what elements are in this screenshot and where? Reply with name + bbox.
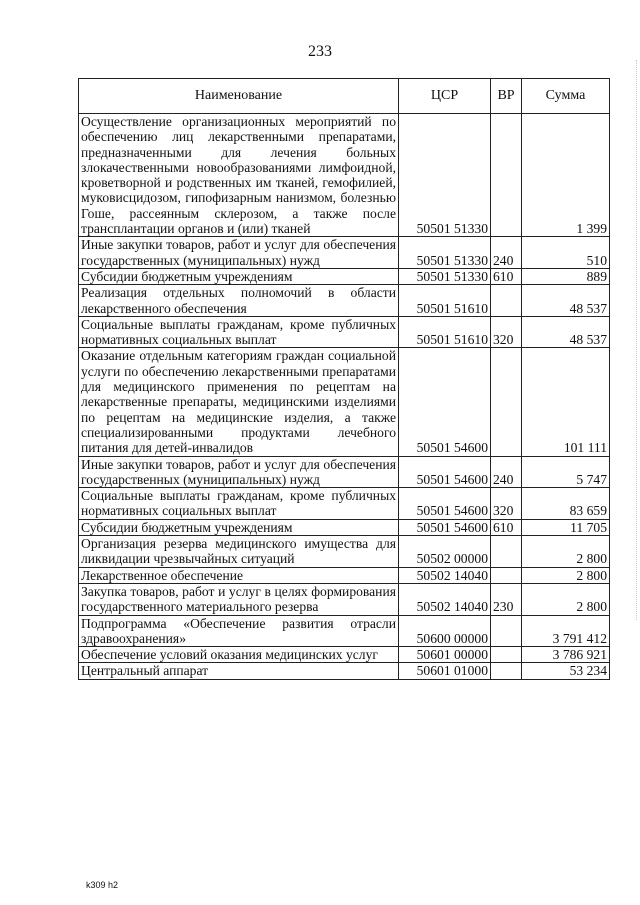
row-vr	[491, 114, 522, 237]
row-name: Субсидии бюджетным учреждениям	[79, 519, 399, 535]
table-row	[79, 114, 610, 237]
table-row	[79, 456, 610, 488]
row-csr: 50600 00000	[399, 615, 491, 647]
row-csr: 50502 00000	[399, 536, 491, 568]
table-row	[79, 488, 610, 520]
row-csr: 50501 51330	[399, 237, 491, 269]
row-vr: 240	[491, 456, 522, 488]
row-sum: 2 800	[522, 583, 610, 615]
row-vr	[491, 567, 522, 583]
row-vr	[491, 348, 522, 456]
row-csr: 50501 54600	[399, 488, 491, 520]
row-vr	[491, 615, 522, 647]
row-vr	[491, 536, 522, 568]
row-csr: 50502 14040	[399, 567, 491, 583]
row-vr: 320	[491, 316, 522, 348]
row-vr: 240	[491, 237, 522, 269]
row-name: Подпрограмма «Обеспечение развития отрасли здравоохранения»	[79, 615, 399, 647]
header-vr: ВР	[491, 79, 522, 114]
row-name: Иные закупки товаров, работ и услуг для обеспечения государственных (муниципальных) нужд	[79, 237, 399, 269]
row-vr	[491, 663, 522, 679]
row-name: Осуществление организационных мероприятий по обеспечению лиц лекарственными препаратами, предназначенными для лечения больных злокачественными новообразованиями лимфоидной, кроветворной и родственных им тканей, гемофилией, муковисцидозом, гипофизарным нанизмом, болезнью Гоше, рассеянным склерозом, а также после трансплантации органов и (или) тканей	[79, 114, 399, 237]
row-csr: 50501 51610	[399, 316, 491, 348]
row-sum: 101 111	[522, 348, 610, 456]
row-name: Реализация отдельных полномочий в области лекарственного обеспечения	[79, 285, 399, 317]
row-sum: 83 659	[522, 488, 610, 520]
row-name: Оказание отдельным категориям граждан социальной услуги по обеспечению лекарственными препаратами для медицинского применения по рецептам на лекарственные препараты, медицинскими изделиями по рецептам на медицинские изделия, а также специализированными продуктами лечебного питания для детей-инвалидов	[79, 348, 399, 456]
row-sum: 53 234	[522, 663, 610, 679]
header-sum: Сумма	[522, 79, 610, 114]
row-sum: 3 791 412	[522, 615, 610, 647]
header-name: Наименование	[79, 79, 399, 114]
table-row	[79, 268, 610, 284]
table-row	[79, 316, 610, 348]
row-csr: 50501 54600	[399, 519, 491, 535]
row-name: Закупка товаров, работ и услуг в целях формирования государственного материального резерва	[79, 583, 399, 615]
header-csr: ЦСР	[399, 79, 491, 114]
table-row	[79, 567, 610, 583]
row-csr: 50601 00000	[399, 647, 491, 663]
row-vr	[491, 285, 522, 317]
table-row	[79, 647, 610, 663]
row-sum: 5 747	[522, 456, 610, 488]
row-sum: 889	[522, 268, 610, 284]
budget-table	[78, 78, 610, 680]
row-name: Обеспечение условий оказания медицинских услуг	[79, 647, 399, 663]
row-csr: 50501 54600	[399, 456, 491, 488]
row-sum: 48 537	[522, 316, 610, 348]
row-name: Организация резерва медицинского имущества для ликвидации чрезвычайных ситуаций	[79, 536, 399, 568]
row-name: Иные закупки товаров, работ и услуг для обеспечения государственных (муниципальных) нужд	[79, 456, 399, 488]
row-vr: 320	[491, 488, 522, 520]
row-sum: 510	[522, 237, 610, 269]
row-name: Социальные выплаты гражданам, кроме публичных нормативных социальных выплат	[79, 316, 399, 348]
row-sum: 2 800	[522, 536, 610, 568]
table-row	[79, 348, 610, 456]
table-row	[79, 536, 610, 568]
row-sum: 3 786 921	[522, 647, 610, 663]
row-csr: 50502 14040	[399, 583, 491, 615]
row-sum: 48 537	[522, 285, 610, 317]
row-vr: 610	[491, 519, 522, 535]
table-row	[79, 583, 610, 615]
row-vr: 230	[491, 583, 522, 615]
row-csr: 50501 51330	[399, 114, 491, 237]
margin-scan-marks	[632, 60, 637, 620]
row-vr: 610	[491, 268, 522, 284]
row-sum: 2 800	[522, 567, 610, 583]
row-vr	[491, 647, 522, 663]
row-name: Лекарственное обеспечение	[79, 567, 399, 583]
row-csr: 50501 54600	[399, 348, 491, 456]
row-name: Социальные выплаты гражданам, кроме публичных нормативных социальных выплат	[79, 488, 399, 520]
page-number: 233	[308, 43, 332, 60]
row-sum: 1 399	[522, 114, 610, 237]
table-row	[79, 663, 610, 679]
table-row	[79, 615, 610, 647]
table-header-row	[79, 79, 610, 114]
footer-code: k309 h2	[86, 880, 119, 890]
row-csr: 50501 51330	[399, 268, 491, 284]
row-sum: 11 705	[522, 519, 610, 535]
row-name: Субсидии бюджетным учреждениям	[79, 268, 399, 284]
table-row	[79, 237, 610, 269]
row-csr: 50601 01000	[399, 663, 491, 679]
table-row	[79, 285, 610, 317]
table-row	[79, 519, 610, 535]
row-name: Центральный аппарат	[79, 663, 399, 679]
row-csr: 50501 51610	[399, 285, 491, 317]
